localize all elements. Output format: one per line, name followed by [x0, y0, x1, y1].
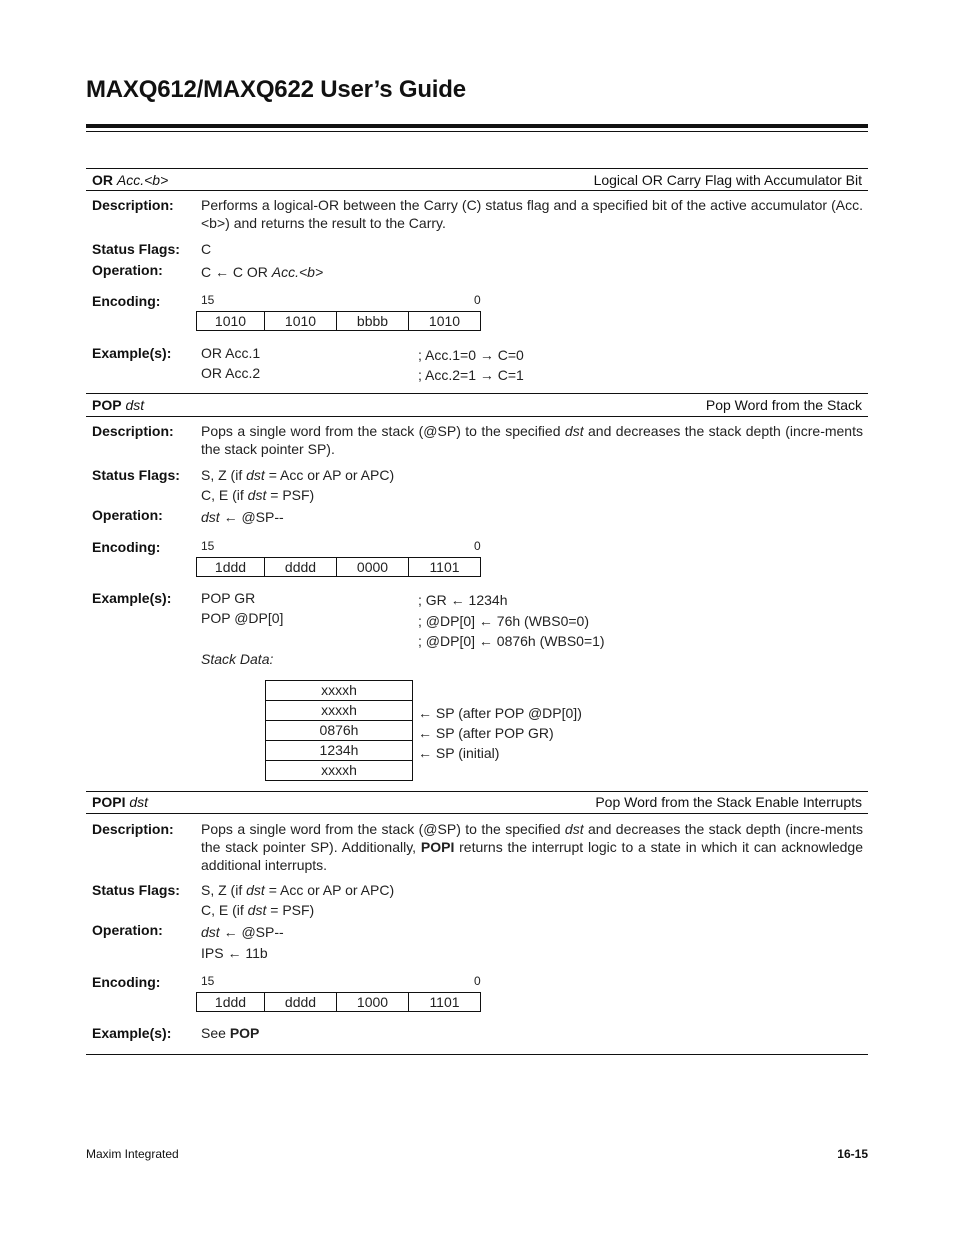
popi-status-text: = PSF): [266, 902, 315, 918]
popi-encoding-nibble: 1101: [408, 992, 481, 1012]
or-operand: Acc.<b>: [116, 172, 169, 188]
pop-status-text: = PSF): [266, 487, 315, 503]
popi-operation: [201, 924, 284, 940]
pop-stack-diagram: [265, 680, 413, 781]
section-end-rule: [86, 1054, 868, 1055]
footer-company: Maxim Integrated: [86, 1147, 179, 1161]
popi-description-operand: dst: [564, 821, 584, 837]
popi-operation-label: Operation:: [92, 922, 163, 938]
pop-stack-caption: Stack Data:: [201, 651, 274, 667]
popi-operand: dst: [129, 794, 149, 810]
popi-header-top-rule: [86, 791, 868, 792]
popi-encoding-nibble: dddd: [264, 992, 337, 1012]
pop-stack-cell: 0876h: [265, 720, 413, 741]
or-encoding-nibble: 1010: [408, 311, 481, 331]
or-encoding-nibble: bbbb: [336, 311, 409, 331]
pop-stack-pointer-note: ← SP (after POP @DP[0]): [418, 705, 582, 721]
footer-page-number: 16-15: [837, 1147, 868, 1161]
pop-stack-cell: 1234h: [265, 740, 413, 761]
popi-summary: Pop Word from the Stack Enable Interrupts: [595, 794, 862, 810]
or-summary: Logical OR Carry Flag with Accumulator Bit: [593, 172, 862, 188]
or-encoding-nibble: 1010: [264, 311, 337, 331]
pop-stack-pointer-note: ← SP (after POP GR): [418, 725, 554, 741]
pop-status-line: [201, 487, 314, 503]
popi-description-mnemonic: POPI: [420, 839, 455, 855]
popi-header-mnemonic: [92, 794, 148, 810]
or-example-code: OR Acc.1: [201, 345, 261, 361]
popi-examples-label: Example(s):: [92, 1025, 172, 1041]
or-example-code: OR Acc.2: [201, 365, 261, 381]
popi-encoding-label: Encoding:: [92, 974, 161, 990]
popi-status-operand: dst: [246, 882, 265, 898]
pop-description-operand: dst: [564, 423, 584, 439]
pop-header-mnemonic: [92, 397, 144, 413]
pop-stack-pointer-note: ← SP (initial): [418, 745, 500, 761]
popi-encoding-bit-low: 0: [474, 974, 481, 988]
pop-mnemonic: POP: [92, 397, 122, 413]
title-rule-thick: [86, 124, 868, 128]
or-encoding-label: Encoding:: [92, 293, 161, 309]
pop-status-text: C, E (if: [201, 487, 248, 503]
or-header-mnemonic: [92, 172, 168, 188]
pop-status-text: = Acc or AP or APC): [264, 467, 395, 483]
pop-stack-cell: xxxxh: [265, 760, 413, 781]
or-encoding-table: [196, 311, 481, 331]
popi-description-text: and decreases the stack depth (incre-ments the stack pointer SP). Additionally,: [201, 821, 863, 855]
pop-description-label: Description:: [92, 423, 174, 439]
pop-status-operand: dst: [246, 467, 265, 483]
popi-encoding-table: [196, 992, 481, 1012]
popi-description-text: Pops a single word from the stack (@SP) to the specified: [201, 821, 565, 837]
or-operation-label: Operation:: [92, 262, 163, 278]
or-status: C: [201, 241, 212, 257]
or-encoding-nibble: 1010: [196, 311, 265, 331]
pop-encoding-bit-high: 15: [201, 539, 215, 553]
pop-operation-operand: dst: [201, 509, 220, 525]
popi-status-operand: dst: [247, 902, 267, 918]
or-encoding-bit-low: 0: [474, 293, 481, 307]
pop-example-comment: ; @DP[0] ← 0876h (WBS0=1): [418, 633, 605, 649]
pop-header-bottom-rule: [86, 416, 868, 417]
pop-encoding-nibble: 1101: [408, 557, 481, 577]
or-examples-label: Example(s):: [92, 345, 172, 361]
pop-description-text: and decreases the stack depth (incre-ments the stack pointer SP).: [201, 423, 863, 457]
pop-encoding-bit-low: 0: [474, 539, 481, 553]
or-status-label: Status Flags:: [92, 241, 180, 257]
popi-status-text: C, E (if: [201, 902, 248, 918]
popi-encoding-bit-high: 15: [201, 974, 215, 988]
pop-description: [201, 422, 863, 458]
or-description: Performs a logical-OR between the Carry (C) status flag and a specified bit of the active accumulator (Acc.<b>) and returns the result to the Carry.: [201, 197, 863, 231]
popi-description-text: returns the interrupt logic to a state in which it can acknowledge additional interrupts.: [201, 839, 863, 873]
pop-description-text: Pops a single word from the stack (@SP) to the specified: [201, 423, 565, 439]
pop-examples-label: Example(s):: [92, 590, 172, 606]
popi-status-label: Status Flags:: [92, 882, 180, 898]
page-title: MAXQ612/MAXQ622 User’s Guide: [86, 76, 466, 103]
pop-encoding-label: Encoding:: [92, 539, 161, 555]
pop-status-text: S, Z (if: [201, 467, 247, 483]
popi-status-text: = Acc or AP or APC): [264, 882, 395, 898]
or-description-label: Description:: [92, 197, 174, 213]
pop-operand: dst: [125, 397, 145, 413]
pop-example-comment: ; @DP[0] ← 76h (WBS0=0): [418, 613, 589, 629]
popi-status-line: [201, 882, 394, 898]
or-encoding-bit-high: 15: [201, 293, 215, 307]
or-header-bottom-rule: [86, 190, 868, 191]
popi-mnemonic: POPI: [92, 794, 126, 810]
pop-status-label: Status Flags:: [92, 467, 180, 483]
or-operation: [201, 264, 323, 280]
popi-status-line: [201, 902, 314, 918]
or-header-top-rule: [86, 168, 868, 169]
pop-stack-cell: xxxxh: [265, 700, 413, 721]
popi-encoding-nibble: 1000: [336, 992, 409, 1012]
pop-operation-label: Operation:: [92, 507, 163, 523]
popi-header-bottom-rule: [86, 813, 868, 814]
popi-example-ref: POP: [229, 1025, 260, 1041]
popi-operation-text: ← @SP--: [219, 924, 284, 940]
or-example-comment: ; Acc.2=1 → C=1: [418, 367, 524, 383]
pop-example-code: POP GR: [201, 590, 256, 606]
or-example-comment: ; Acc.1=0 → C=0: [418, 347, 524, 363]
pop-encoding-nibble: 1ddd: [196, 557, 265, 577]
popi-example-text: See: [201, 1025, 230, 1041]
title-rule-thin: [86, 131, 868, 132]
pop-status-operand: dst: [247, 487, 267, 503]
popi-example: [201, 1025, 259, 1041]
pop-encoding-table: [196, 557, 481, 577]
or-operation-operand: Acc.<b>: [271, 264, 324, 280]
pop-stack-cell: xxxxh: [265, 680, 413, 701]
pop-operation-text: ← @SP--: [219, 509, 284, 525]
pop-operation: [201, 509, 284, 525]
pop-status-line: [201, 467, 394, 483]
pop-summary: Pop Word from the Stack: [705, 397, 862, 413]
pop-example-comment: ; GR ← 1234h: [418, 592, 508, 608]
or-mnemonic: OR: [92, 172, 113, 188]
pop-encoding-nibble: dddd: [264, 557, 337, 577]
popi-description-label: Description:: [92, 821, 174, 837]
popi-operation-line-2: IPS ← 11b: [201, 945, 268, 961]
popi-status-text: S, Z (if: [201, 882, 247, 898]
pop-encoding-nibble: 0000: [336, 557, 409, 577]
popi-description: [201, 820, 863, 874]
popi-encoding-nibble: 1ddd: [196, 992, 265, 1012]
or-operation-text: C ← C OR: [201, 264, 272, 280]
pop-example-code: POP @DP[0]: [201, 610, 284, 626]
pop-header-top-rule: [86, 393, 868, 394]
popi-operation-operand: dst: [201, 924, 220, 940]
